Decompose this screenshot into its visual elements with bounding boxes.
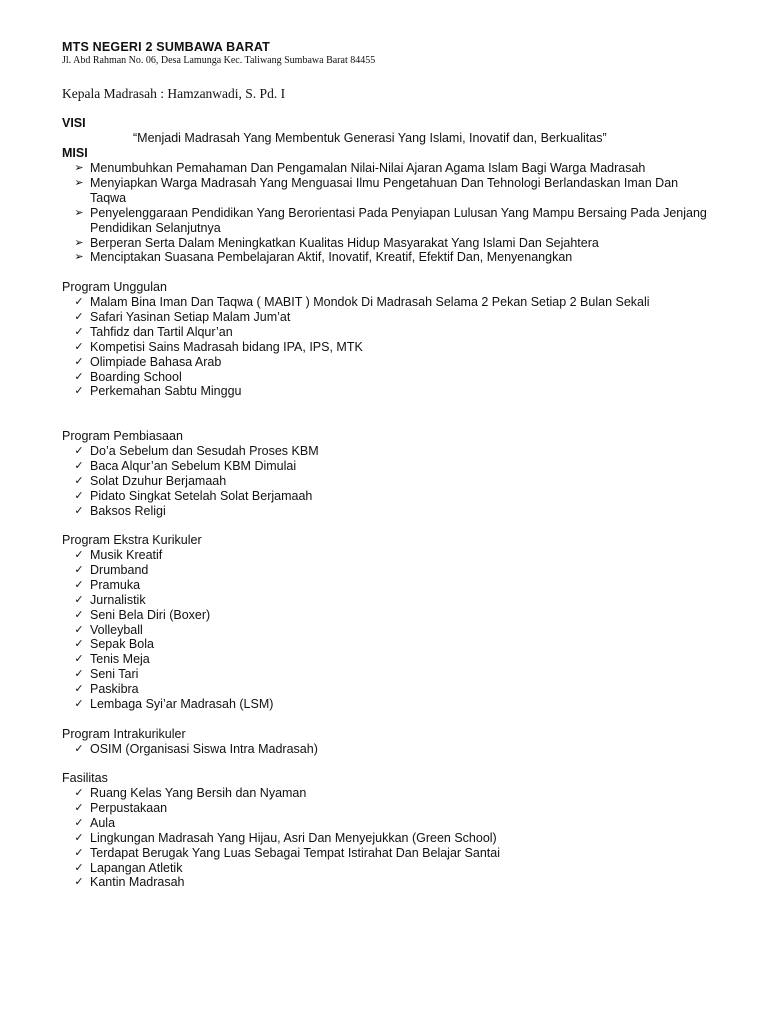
list-item <box>0 295 710 310</box>
list-item <box>0 340 710 355</box>
list-item <box>0 444 710 459</box>
list-item-text: Menyiapkan Warga Madrasah Yang Menguasai Ilmu Pengetahuan Dan Tehnologi Berlandaskan Iman Dan Taqwa <box>90 175 679 205</box>
program-pembiasaan-heading: Program Pembiasaan <box>62 429 183 443</box>
principal-line: Kepala Madrasah : Hamzanwadi, S. Pd. I <box>62 86 286 101</box>
arrow-bullet-icon: ➢ <box>74 175 84 189</box>
list-item <box>0 846 710 861</box>
list-item-text: Tahfidz dan Tartil Alqur’an <box>90 324 233 339</box>
list-item <box>0 875 710 890</box>
checkmark-icon: ✓ <box>74 458 84 472</box>
list-item <box>0 250 710 265</box>
list-item-text: Pidato Singkat Setelah Solat Berjamaah <box>90 488 313 503</box>
program-ekstra-list <box>0 548 710 712</box>
list-item-text: Boarding School <box>90 369 182 384</box>
list-item <box>0 176 710 206</box>
list-item-text: Olimpiade Bahasa Arab <box>90 354 222 369</box>
list-item-text: Pramuka <box>90 577 141 592</box>
list-item-text: Penyelenggaraan Pendidikan Yang Berorientasi Pada Penyiapan Lulusan Yang Mampu Bersaing Pada Jenjang Pendidikan Selanjutnya <box>90 205 707 235</box>
list-item <box>0 593 710 608</box>
list-item-text: Lapangan Atletik <box>90 860 183 875</box>
arrow-bullet-icon: ➢ <box>74 161 84 174</box>
misi-list <box>0 161 710 265</box>
list-item-text: Menciptakan Suasana Pembelajaran Aktif, Inovatif, Kreatif, Efektif Dan, Menyenangkan <box>90 250 573 265</box>
checkmark-icon: ✓ <box>74 830 84 844</box>
list-item-text: Sepak Bola <box>90 637 154 652</box>
list-item <box>0 459 710 474</box>
list-item-text: OSIM (Organisasi Siswa Intra Madrasah) <box>90 742 318 756</box>
program-intra-list <box>0 742 710 757</box>
list-item <box>0 786 710 801</box>
list-item-text: Terdapat Berugak Yang Luas Sebagai Tempat Istirahat Dan Belajar Santai <box>90 845 500 860</box>
list-item <box>0 504 710 519</box>
list-item <box>0 355 710 370</box>
list-item <box>0 384 710 399</box>
list-item-text: Drumband <box>90 562 149 577</box>
checkmark-icon: ✓ <box>74 488 84 502</box>
list-item <box>0 623 710 638</box>
list-item-text: Volleyball <box>90 622 143 637</box>
list-item-text: Perpustakaan <box>90 800 168 815</box>
list-item-text: Do’a Sebelum dan Sesudah Proses KBM <box>90 444 319 458</box>
checkmark-icon: ✓ <box>74 667 84 681</box>
checkmark-icon: ✓ <box>74 815 84 829</box>
list-item <box>0 563 710 578</box>
checkmark-icon: ✓ <box>74 786 84 799</box>
arrow-bullet-icon: ➢ <box>74 205 84 219</box>
checkmark-icon: ✓ <box>74 473 84 487</box>
checkmark-icon: ✓ <box>74 295 84 308</box>
list-item <box>0 831 710 846</box>
checkmark-icon: ✓ <box>74 354 84 368</box>
list-item-text: Jurnalistik <box>90 592 146 607</box>
list-item-text: Seni Tari <box>90 667 139 682</box>
list-item <box>0 861 710 876</box>
list-item <box>0 310 710 325</box>
list-item <box>0 578 710 593</box>
visi-heading: VISI <box>62 116 86 130</box>
visi-statement: “Menjadi Madrasah Yang Membentuk Generasi Yang Islami, Inovatif dan, Berkualitas” <box>133 131 607 145</box>
list-item-text: Berperan Serta Dalam Meningkatkan Kualitas Hidup Masyarakat Yang Islami Dan Sejahtera <box>90 235 599 250</box>
list-item <box>0 370 710 385</box>
checkmark-icon: ✓ <box>74 875 84 889</box>
list-item-text: Menumbuhkan Pemahaman Dan Pengamalan Nilai-Nilai Ajaran Agama Islam Bagi Warga Madrasah <box>90 161 646 175</box>
list-item <box>0 682 710 697</box>
program-unggulan-heading: Program Unggulan <box>62 280 167 294</box>
list-item <box>0 161 710 176</box>
list-item <box>0 816 710 831</box>
list-item <box>0 548 710 563</box>
program-pembiasaan-list <box>0 444 710 519</box>
list-item <box>0 801 710 816</box>
list-item <box>0 474 710 489</box>
list-item-text: Kantin Madrasah <box>90 875 185 890</box>
checkmark-icon: ✓ <box>74 384 84 398</box>
list-item-text: Safari Yasinan Setiap Malam Jum’at <box>90 309 291 324</box>
list-item-text: Paskibra <box>90 682 139 697</box>
checkmark-icon: ✓ <box>74 800 84 814</box>
list-item-text: Baca Alqur’an Sebelum KBM Dimulai <box>90 458 297 473</box>
misi-heading: MISI <box>62 146 88 160</box>
list-item-text: Solat Dzuhur Berjamaah <box>90 473 227 488</box>
list-item <box>0 325 710 340</box>
checkmark-icon: ✓ <box>74 860 84 874</box>
checkmark-icon: ✓ <box>74 652 84 666</box>
list-item <box>0 489 710 504</box>
program-unggulan-list <box>0 295 710 399</box>
checkmark-icon: ✓ <box>74 577 84 591</box>
list-item-text: Aula <box>90 815 116 830</box>
checkmark-icon: ✓ <box>74 622 84 636</box>
checkmark-icon: ✓ <box>74 548 84 561</box>
list-item-text: Seni Bela Diri (Boxer) <box>90 607 211 622</box>
checkmark-icon: ✓ <box>74 592 84 606</box>
checkmark-icon: ✓ <box>74 697 84 711</box>
list-item <box>0 637 710 652</box>
list-item-text: Musik Kreatif <box>90 548 163 562</box>
list-item <box>0 652 710 667</box>
arrow-bullet-icon: ➢ <box>74 235 84 249</box>
list-item-text: Malam Bina Iman Dan Taqwa ( MABIT ) Mondok Di Madrasah Selama 2 Pekan Setiap 2 Bulan Sekali <box>90 295 650 309</box>
list-item <box>0 697 710 712</box>
school-name: MTS NEGERI 2 SUMBAWA BARAT <box>62 40 270 54</box>
list-item-text: Lembaga Syi’ar Madrasah (LSM) <box>90 697 274 712</box>
arrow-bullet-icon: ➢ <box>74 250 84 264</box>
fasilitas-heading: Fasilitas <box>62 771 108 785</box>
list-item-text: Lingkungan Madrasah Yang Hijau, Asri Dan Menyejukkan (Green School) <box>90 830 497 845</box>
checkmark-icon: ✓ <box>74 324 84 338</box>
program-ekstra-heading: Program Ekstra Kurikuler <box>62 533 202 547</box>
checkmark-icon: ✓ <box>74 682 84 696</box>
program-intra-heading: Program Intrakurikuler <box>62 727 186 741</box>
list-item-text: Tenis Meja <box>90 652 150 667</box>
checkmark-icon: ✓ <box>74 637 84 651</box>
checkmark-icon: ✓ <box>74 607 84 621</box>
checkmark-icon: ✓ <box>74 562 84 576</box>
list-item-text: Baksos Religi <box>90 503 166 518</box>
list-item <box>0 608 710 623</box>
list-item <box>0 667 710 682</box>
list-item-text: Kompetisi Sains Madrasah bidang IPA, IPS, MTK <box>90 339 363 354</box>
checkmark-icon: ✓ <box>74 369 84 383</box>
list-item <box>0 206 710 236</box>
list-item-text: Ruang Kelas Yang Bersih dan Nyaman <box>90 786 307 800</box>
list-item <box>0 742 710 757</box>
checkmark-icon: ✓ <box>74 444 84 457</box>
fasilitas-list <box>0 786 710 890</box>
checkmark-icon: ✓ <box>74 742 84 755</box>
checkmark-icon: ✓ <box>74 309 84 323</box>
checkmark-icon: ✓ <box>74 845 84 859</box>
school-address: Jl. Abd Rahman No. 06, Desa Lamunga Kec. Taliwang Sumbawa Barat 84455 <box>62 55 376 66</box>
checkmark-icon: ✓ <box>74 503 84 517</box>
list-item-text: Perkemahan Sabtu Minggu <box>90 384 242 399</box>
list-item <box>0 236 710 251</box>
checkmark-icon: ✓ <box>74 339 84 353</box>
